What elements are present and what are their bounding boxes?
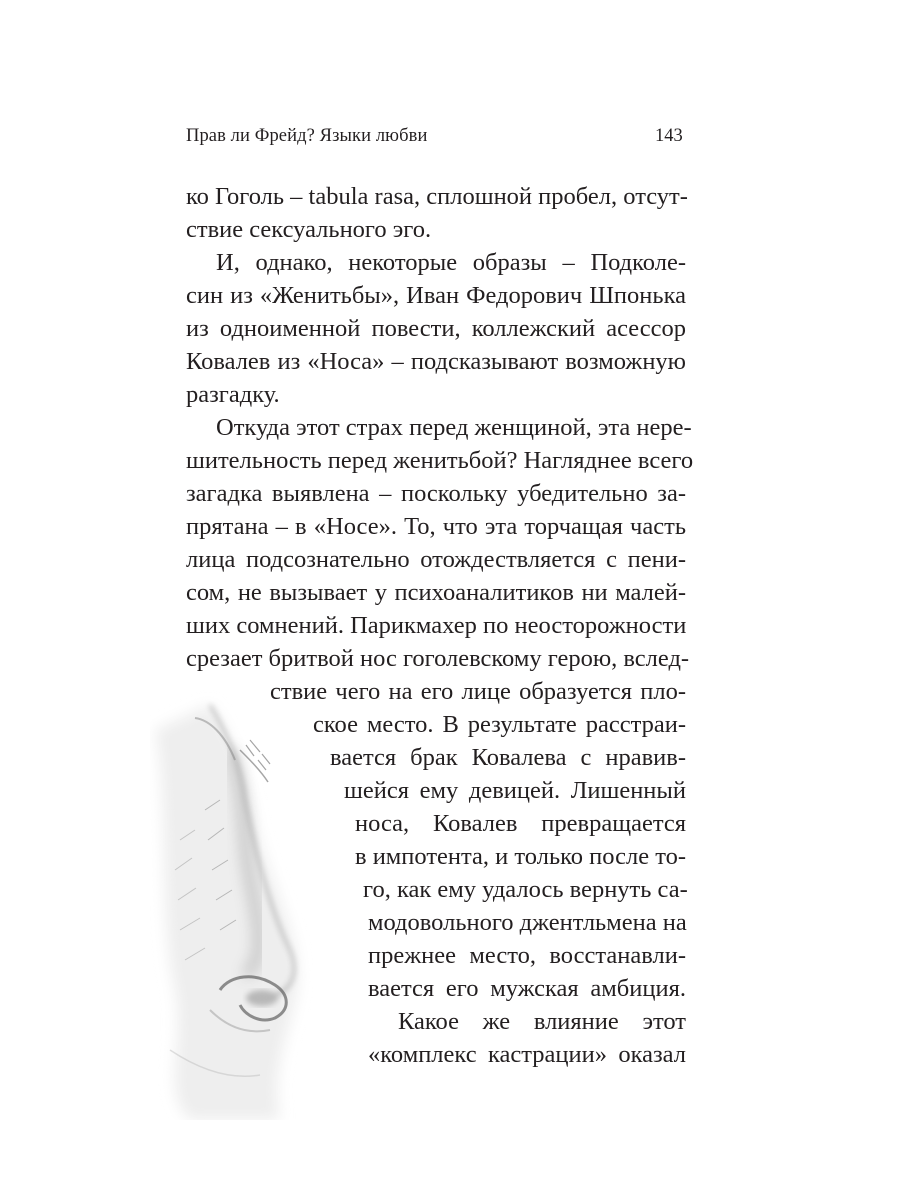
- text-line: го, как ему удалось вернуть са-: [363, 876, 688, 903]
- text-line: Ковалев из «Носа» – подсказывают возможную: [186, 348, 686, 375]
- text-line: ское место. В результате расстраи-: [313, 711, 686, 738]
- page-number: 143: [655, 126, 683, 146]
- text-line: в импотента, и только после то-: [355, 843, 687, 870]
- text-line: Какое же влияние этот: [398, 1008, 686, 1035]
- text-line: из одноименной повести, коллежский асессор: [186, 315, 686, 342]
- text-line: И, однако, некоторые образы – Подколе-: [216, 249, 686, 276]
- text-line: срезает бритвой нос гоголевскому герою, вслед-: [186, 645, 690, 672]
- text-line: прятана – в «Носе». То, что эта торчащая часть: [186, 513, 686, 540]
- text-line: разгадку.: [186, 381, 280, 408]
- text-line: «комплекс кастрации» оказал: [368, 1041, 686, 1068]
- text-line: син из «Женитьбы», Иван Федорович Шпонька: [186, 282, 686, 309]
- text-line: прежнее место, восстанавли-: [368, 942, 686, 969]
- text-line: носа, Ковалев превращается: [355, 810, 686, 837]
- text-line: вается брак Ковалева с нравив-: [330, 744, 686, 771]
- text-line: шейся ему девицей. Лишенный: [344, 777, 686, 804]
- text-line: шительность перед женитьбой? Нагляднее всего: [186, 447, 694, 474]
- text-line: вается его мужская амбиция.: [368, 975, 686, 1002]
- text-line: загадка выявлена – поскольку убедительно за-: [186, 480, 686, 507]
- text-line: модовольного джентльмена на: [368, 909, 687, 936]
- text-line: сом, не вызывает у психоаналитиков ни малей-: [186, 579, 686, 606]
- text-line: ко Гоголь – tabula rasa, сплошной пробел, отсут-: [186, 183, 688, 210]
- text-line: лица подсознательно отождествляется с пени-: [186, 546, 686, 573]
- text-line: ствие чего на его лице образуется пло-: [270, 678, 686, 705]
- text-line: Откуда этот страх перед женщиной, эта нере-: [216, 414, 692, 441]
- running-head: Прав ли Фрейд? Языки любви: [186, 126, 428, 146]
- text-line: ствие сексуального эго.: [186, 216, 432, 243]
- text-line: ших сомнений. Парикмахер по неосторожности: [186, 612, 687, 639]
